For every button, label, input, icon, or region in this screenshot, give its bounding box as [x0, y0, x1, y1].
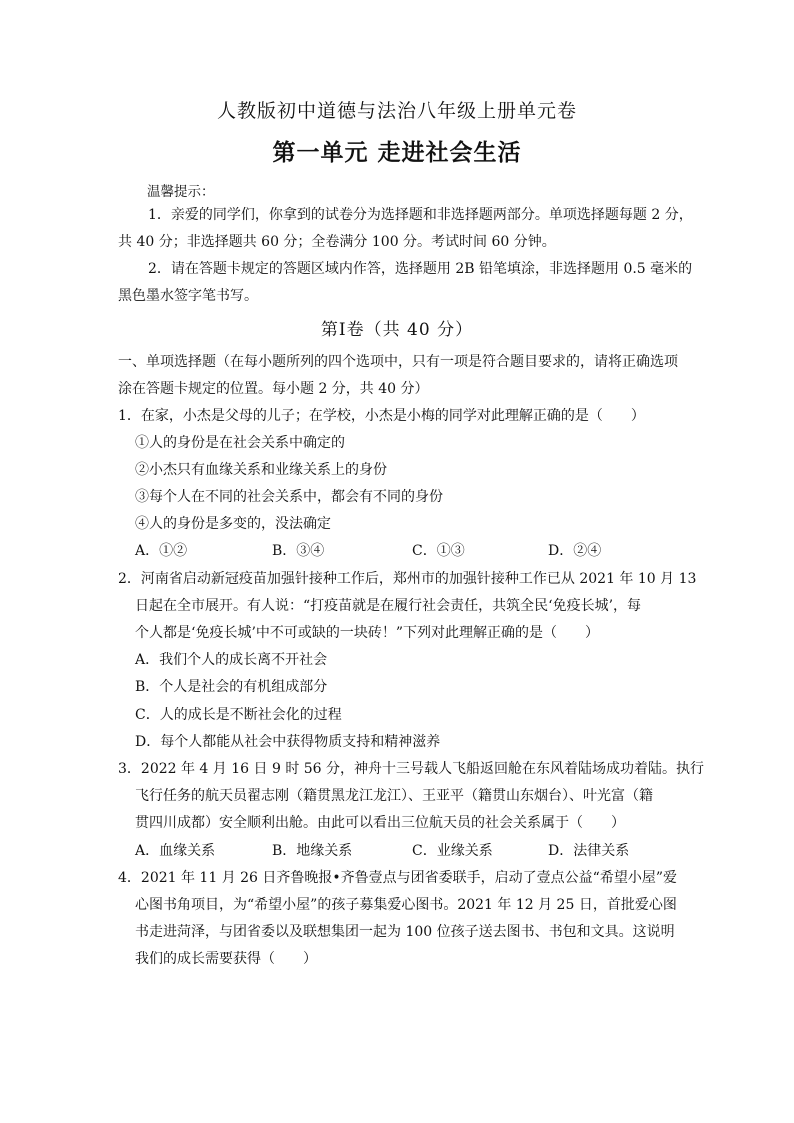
question-3-stem-line1: 3．2022 年 4 月 16 日 9 时 56 分，神舟十三号载人飞船返回舱在东风着陆场成功着陆。执行	[118, 761, 705, 777]
question-4-stem-line4: 我们的成长需要获得（ ）	[135, 951, 317, 967]
unit-title: 第一单元 走进社会生活	[272, 139, 522, 166]
tips-p2-line1: 2．请在答题卡规定的答题区域内作答，选择题用 2B 铅笔填涂，非选择题用 0.5 毫米的	[148, 261, 693, 277]
question-1-stem: 1．在家，小杰是父母的儿子；在学校，小杰是小梅的同学对此理解正确的是（ ）	[118, 408, 645, 424]
tips-p2-line2: 黑色墨水签字笔书写。	[118, 288, 258, 304]
question-1-statement-3: ③每个人在不同的社会关系中，都会有不同的身份	[135, 489, 443, 505]
question-3-option-c[interactable]: C．业缘关系	[412, 843, 493, 859]
question-4-stem-line2: 心图书角项目，为“希望小屋”的孩子募集爱心图书。2021 年 12 月 25 日，首批爱心图	[135, 897, 677, 913]
question-1-option-c[interactable]: C．①③	[412, 543, 465, 559]
exam-subtitle: 人教版初中道德与法治八年级上册单元卷	[216, 100, 577, 122]
question-3-stem-line3: 贯四川成都）安全顺利出舱。由此可以看出三位航天员的社会关系属于（ ）	[135, 815, 625, 831]
tips-p1-line1: 1．亲爱的同学们，你拿到的试卷分为选择题和非选择题两部分。单项选择题每题 2 分，	[148, 207, 693, 223]
question-2-stem-line1: 2．河南省启动新冠疫苗加强针接种工作后，郑州市的加强针接种工作已从 2021 年 10 月 13	[118, 571, 697, 587]
question-3-option-d[interactable]: D．法律关系	[548, 843, 630, 859]
section-instruction-line1: 一、单项选择题（在每小题所列的四个选项中，只有一项是符合题目要求的，请将正确选项	[118, 354, 678, 370]
question-4-stem-line3: 书走进菏泽，与团省委以及联想集团一起为 100 位孩子送去图书、书包和文具。这说明	[135, 924, 675, 940]
question-2-option-c[interactable]: C．人的成长是不断社会化的过程	[135, 707, 342, 723]
question-1-option-d[interactable]: D．②④	[548, 543, 602, 559]
question-4-stem-line1: 4．2021 年 11 月 26 日齐鲁晚报•齐鲁壹点与团省委联手，启动了壹点公益“希望小屋”爱	[118, 870, 677, 886]
section-instruction-line2: 涂在答题卡规定的位置。每小题 2 分，共 40 分）	[118, 381, 429, 397]
tips-heading: 温馨提示：	[147, 184, 215, 200]
question-3-stem-line2: 飞行任务的航天员翟志刚（籍贯黑龙江龙江）、王亚平（籍贯山东烟台）、叶光富（籍	[135, 788, 653, 804]
question-3-option-b[interactable]: B．地缘关系	[272, 843, 353, 859]
question-2-stem-line2: 日起在全市展开。有人说：“打疫苗就是在履行社会责任，共筑全民‘免疫长城’，每	[135, 598, 642, 614]
question-1-statement-1: ①人的身份是在社会关系中确定的	[135, 435, 345, 451]
tips-p1-line2: 共 40 分；非选择题共 60 分；全卷满分 100 分。考试时间 60 分钟。	[118, 234, 556, 250]
question-1-option-a[interactable]: A．①②	[135, 543, 188, 559]
question-1-option-b[interactable]: B．③④	[272, 543, 325, 559]
question-2-option-a[interactable]: A．我们个人的成长离不开社会	[135, 652, 328, 668]
question-1-statement-4: ④人的身份是多变的，没法确定	[135, 516, 331, 532]
question-1-statement-2: ②小杰只有血缘关系和业缘关系上的身份	[135, 462, 387, 478]
question-2-option-d[interactable]: D．每个人都能从社会中获得物质支持和精神滋养	[135, 734, 441, 750]
section-title: 第Ⅰ卷（共 40 分）	[320, 320, 474, 340]
question-2-stem-line3: 个人都是‘免疫长城’中不可或缺的一块砖！”下列对此理解正确的是（ ）	[135, 625, 600, 641]
question-3-option-a[interactable]: A．血缘关系	[135, 843, 216, 859]
question-2-option-b[interactable]: B．个人是社会的有机组成部分	[135, 679, 328, 695]
